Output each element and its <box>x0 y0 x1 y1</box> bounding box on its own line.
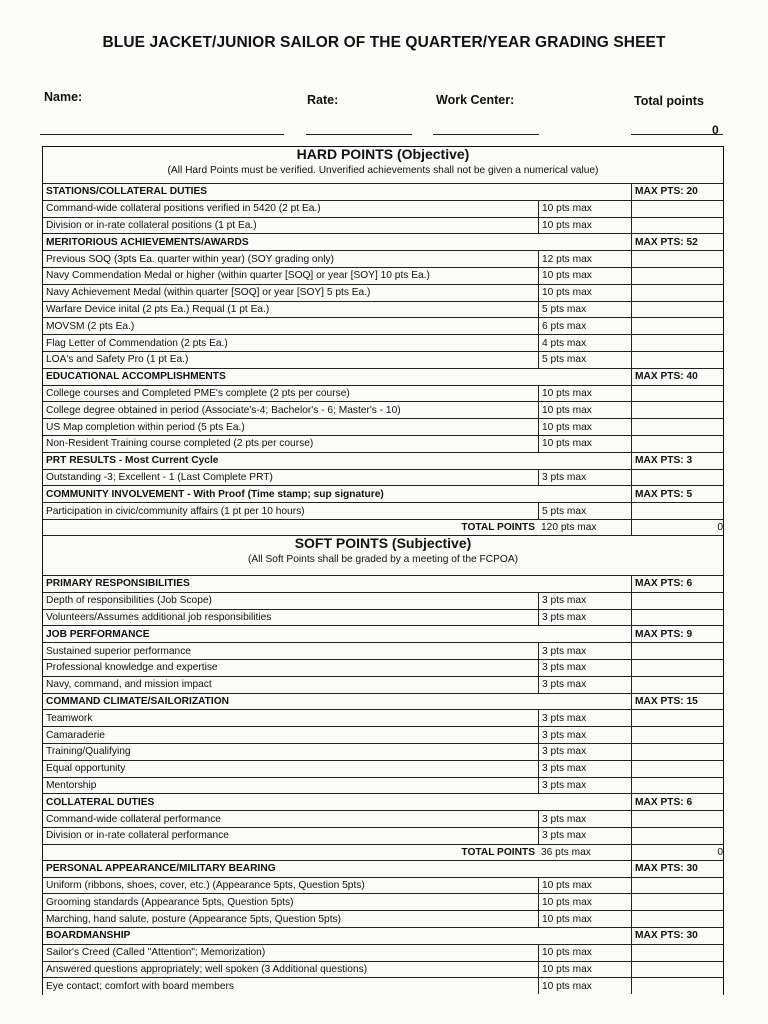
score-entry-cell[interactable] <box>631 643 726 659</box>
category-name: EDUCATIONAL ACCOMPLISHMENTS <box>46 371 226 383</box>
criteria-description: Navy Achievement Medal (within quarter [SOQ] or year [SOY] 5 pts Ea.) <box>46 287 371 299</box>
category-max-points: MAX PTS: 6 <box>631 794 725 810</box>
category-max-points: MAX PTS: 9 <box>631 626 725 642</box>
criteria-max-points: 3 pts max <box>538 677 631 693</box>
criteria-row <box>43 401 723 418</box>
criteria-max-points: 10 pts max <box>538 878 631 894</box>
criteria-row <box>43 944 723 961</box>
criteria-description: Uniform (ribbons, shoes, cover, etc.) (Appearance 5pts, Question 5pts) <box>46 879 365 891</box>
page-title: BLUE JACKET/JUNIOR SAILOR OF THE QUARTER/YEAR GRADING SHEET <box>102 34 666 51</box>
criteria-description: Navy Commendation Medal or higher (within quarter [SOQ] or year [SOY] 10 pts Ea.) <box>46 270 430 282</box>
criteria-max-points: 3 pts max <box>538 660 631 676</box>
category-row <box>43 625 723 642</box>
criteria-row <box>43 418 723 435</box>
total-points-field[interactable] <box>631 134 723 135</box>
score-entry-cell[interactable] <box>631 978 726 994</box>
criteria-description: Previous SOQ (3pts Ea. quarter within year) (SOY grading only) <box>46 253 335 265</box>
category-name: COMMAND CLIMATE/SAILORIZATION <box>46 695 229 707</box>
criteria-description: MOVSM (2 pts Ea.) <box>46 320 135 332</box>
work-center-field[interactable] <box>433 134 539 135</box>
criteria-max-points: 3 pts max <box>538 470 631 486</box>
criteria-max-points: 3 pts max <box>538 761 631 777</box>
category-row <box>43 368 723 385</box>
category-max-points: MAX PTS: 30 <box>631 928 725 944</box>
score-entry-cell[interactable] <box>631 285 726 301</box>
criteria-max-points: 10 pts max <box>538 962 631 978</box>
name-field[interactable] <box>40 134 284 135</box>
criteria-max-points: 10 pts max <box>538 402 631 418</box>
category-name: PERSONAL APPEARANCE/MILITARY BEARING <box>46 863 276 875</box>
criteria-row <box>43 317 723 334</box>
criteria-row <box>43 827 723 844</box>
category-row <box>43 575 723 592</box>
criteria-max-points: 5 pts max <box>538 352 631 368</box>
score-entry-cell[interactable] <box>631 318 726 334</box>
score-entry-cell[interactable] <box>631 593 726 609</box>
criteria-max-points: 10 pts max <box>538 978 631 994</box>
category-name: JOB PERFORMANCE <box>46 628 150 640</box>
score-entry-cell[interactable] <box>631 251 726 267</box>
criteria-max-points: 10 pts max <box>538 419 631 435</box>
criteria-max-points: 3 pts max <box>538 593 631 609</box>
score-entry-cell[interactable] <box>631 878 726 894</box>
criteria-description: Eye contact; comfort with board members <box>46 980 234 992</box>
score-entry-cell[interactable] <box>631 761 726 777</box>
category-max-points: MAX PTS: 20 <box>631 184 725 200</box>
criteria-description: Equal opportunity <box>46 763 126 775</box>
criteria-description: Marching, hand salute, posture (Appearance 5pts, Question 5pts) <box>46 913 342 925</box>
work-center-label: Work Center: <box>436 93 515 107</box>
score-entry-cell[interactable] <box>631 660 726 676</box>
soft-total-label: TOTAL POINTS <box>461 846 535 858</box>
criteria-row <box>43 250 723 267</box>
criteria-max-points: 3 pts max <box>538 710 631 726</box>
score-entry-cell[interactable] <box>631 811 726 827</box>
score-entry-cell[interactable] <box>631 710 726 726</box>
criteria-description: Sailor's Creed (Called "Attention"; Memorization) <box>46 947 266 959</box>
criteria-row <box>43 334 723 351</box>
criteria-description: College courses and Completed PME's complete (2 pts per course) <box>46 387 350 399</box>
criteria-max-points: 5 pts max <box>538 503 631 519</box>
category-row <box>43 485 723 502</box>
score-entry-cell[interactable] <box>631 610 726 626</box>
criteria-row <box>43 743 723 760</box>
score-entry-cell[interactable] <box>631 744 726 760</box>
criteria-description: LOA's and Safety Pro (1 pt Ea.) <box>46 354 189 366</box>
criteria-row <box>43 592 723 609</box>
criteria-max-points: 3 pts max <box>538 778 631 794</box>
criteria-description: Division or in-rate collateral performance <box>46 830 229 842</box>
soft-total-max: 36 pts max <box>541 846 591 858</box>
hard-points-note: (All Hard Points must be verified. Unverified achievements shall not be given a numerical value) <box>167 165 599 176</box>
criteria-description: Mentorship <box>46 779 97 791</box>
criteria-row <box>43 469 723 486</box>
criteria-row <box>43 893 723 910</box>
category-row <box>43 233 723 250</box>
hard-points-title: HARD POINTS (Objective) <box>296 146 470 162</box>
criteria-max-points: 10 pts max <box>538 201 631 217</box>
score-entry-cell[interactable] <box>631 828 726 844</box>
total-points-value: 0 <box>712 123 719 137</box>
grading-table <box>42 146 724 995</box>
score-entry-cell[interactable] <box>631 727 726 743</box>
criteria-row <box>43 726 723 743</box>
hard-total-label: TOTAL POINTS <box>461 522 535 533</box>
criteria-max-points: 10 pts max <box>538 436 631 452</box>
criteria-max-points: 10 pts max <box>538 218 631 234</box>
category-max-points: MAX PTS: 3 <box>631 453 725 469</box>
criteria-max-points: 3 pts max <box>538 727 631 743</box>
score-entry-cell[interactable] <box>631 894 726 910</box>
score-entry-cell[interactable] <box>631 268 726 284</box>
criteria-description: Division or in-rate collateral positions (1 pt Ea.) <box>46 219 257 231</box>
soft-points-note: (All Soft Points shall be graded by a meeting of the FCPOA) <box>247 554 519 565</box>
criteria-max-points: 6 pts max <box>538 318 631 334</box>
criteria-description: Command-wide collateral positions verified in 5420 (2 pt Ea.) <box>46 203 321 215</box>
criteria-description: Flag Letter of Commendation (2 pts Ea.) <box>46 337 228 349</box>
criteria-description: Outstanding -3; Excellent - 1 (Last Complete PRT) <box>46 471 273 483</box>
criteria-description: Grooming standards (Appearance 5pts, Question 5pts) <box>46 896 294 908</box>
hard-total-max: 120 pts max <box>541 522 597 533</box>
score-entry-cell[interactable] <box>631 778 726 794</box>
soft-total-value: 0 <box>631 845 725 860</box>
criteria-row <box>43 284 723 301</box>
score-entry-cell[interactable] <box>631 470 726 486</box>
category-row <box>43 693 723 710</box>
criteria-row <box>43 267 723 284</box>
hard-total-row <box>43 519 723 535</box>
category-name: COMMUNITY INVOLVEMENT - With Proof (Time stamp; sup signature) <box>46 488 384 500</box>
soft-points-title: SOFT POINTS (Subjective) <box>294 535 472 551</box>
criteria-row <box>43 709 723 726</box>
category-name: BOARDMANSHIP <box>46 930 131 942</box>
score-entry-cell[interactable] <box>631 302 726 318</box>
score-entry-cell[interactable] <box>631 419 726 435</box>
category-row <box>43 183 723 200</box>
criteria-description: Camaraderie <box>46 729 105 741</box>
criteria-description: College degree obtained in period (Associate's-4; Bachelor's - 6; Master's - 10) <box>46 404 401 416</box>
score-entry-cell[interactable] <box>631 402 726 418</box>
criteria-max-points: 3 pts max <box>538 643 631 659</box>
criteria-row <box>43 642 723 659</box>
criteria-row <box>43 351 723 368</box>
category-name: COLLATERAL DUTIES <box>46 796 155 808</box>
category-name: MERITORIOUS ACHIEVEMENTS/AWARDS <box>46 236 249 248</box>
criteria-description: Sustained superior performance <box>46 645 191 657</box>
criteria-max-points: 5 pts max <box>538 302 631 318</box>
criteria-row <box>43 502 723 519</box>
criteria-row <box>43 609 723 626</box>
soft-total-row <box>43 844 723 860</box>
criteria-row <box>43 877 723 894</box>
criteria-description: Warfare Device inital (2 pts Ea.) Requal (1 pt Ea.) <box>46 303 270 315</box>
criteria-description: Answered questions appropriately; well spoken (3 Additional questions) <box>46 963 368 975</box>
criteria-row <box>43 385 723 402</box>
category-name: STATIONS/COLLATERAL DUTIES <box>46 186 208 198</box>
score-entry-cell[interactable] <box>631 335 726 351</box>
criteria-max-points: 3 pts max <box>538 610 631 626</box>
score-entry-cell[interactable] <box>631 962 726 978</box>
score-entry-cell[interactable] <box>631 503 726 519</box>
criteria-description: US Map completion within period (5 pts Ea.) <box>46 421 245 433</box>
criteria-description: Participation in civic/community affairs (1 pt per 10 hours) <box>46 505 305 517</box>
criteria-max-points: 10 pts max <box>538 894 631 910</box>
category-name: PRT RESULTS - Most Current Cycle <box>46 455 219 467</box>
criteria-row <box>43 217 723 234</box>
criteria-description: Depth of responsibilities (Job Scope) <box>46 595 212 607</box>
category-max-points: MAX PTS: 5 <box>631 486 725 502</box>
criteria-row <box>43 760 723 777</box>
score-entry-cell[interactable] <box>631 911 726 927</box>
criteria-row <box>43 810 723 827</box>
criteria-row <box>43 301 723 318</box>
score-entry-cell[interactable] <box>631 386 726 402</box>
score-entry-cell[interactable] <box>631 677 726 693</box>
criteria-row <box>43 977 723 994</box>
criteria-description: Professional knowledge and expertise <box>46 662 218 674</box>
criteria-row <box>43 910 723 927</box>
score-entry-cell[interactable] <box>631 945 726 961</box>
rate-field[interactable] <box>306 134 412 135</box>
criteria-max-points: 3 pts max <box>538 744 631 760</box>
criteria-row <box>43 961 723 978</box>
criteria-description: Non-Resident Training course completed (2 pts per course) <box>46 438 314 450</box>
criteria-row <box>43 777 723 794</box>
soft-section-header <box>43 535 723 576</box>
criteria-row <box>43 435 723 452</box>
criteria-description: Volunteers/Assumes additional job responsibilities <box>46 611 272 623</box>
criteria-row <box>43 659 723 676</box>
category-max-points: MAX PTS: 52 <box>631 234 725 250</box>
category-max-points: MAX PTS: 15 <box>631 694 725 710</box>
criteria-max-points: 3 pts max <box>538 811 631 827</box>
criteria-max-points: 10 pts max <box>538 945 631 961</box>
score-entry-cell[interactable] <box>631 201 726 217</box>
criteria-description: Training/Qualifying <box>46 746 131 758</box>
hard-total-value: 0 <box>631 520 725 535</box>
category-name: PRIMARY RESPONSIBILITIES <box>46 578 190 590</box>
criteria-max-points: 10 pts max <box>538 268 631 284</box>
criteria-description: Teamwork <box>46 712 93 724</box>
score-entry-cell[interactable] <box>631 352 726 368</box>
criteria-max-points: 10 pts max <box>538 911 631 927</box>
category-max-points: MAX PTS: 40 <box>631 369 725 385</box>
name-label: Name: <box>44 90 83 104</box>
criteria-description: Command-wide collateral performance <box>46 813 221 825</box>
category-row <box>43 927 723 944</box>
criteria-row <box>43 676 723 693</box>
score-entry-cell[interactable] <box>631 436 726 452</box>
criteria-row <box>43 200 723 217</box>
category-row <box>43 452 723 469</box>
rate-label: Rate: <box>307 93 339 107</box>
category-max-points: MAX PTS: 30 <box>631 861 725 877</box>
total-points-label: Total points <box>634 94 704 108</box>
category-max-points: MAX PTS: 6 <box>631 576 725 592</box>
category-row <box>43 860 723 877</box>
criteria-max-points: 12 pts max <box>538 251 631 267</box>
criteria-max-points: 4 pts max <box>538 335 631 351</box>
hard-section-header <box>43 147 723 183</box>
criteria-max-points: 10 pts max <box>538 285 631 301</box>
criteria-description: Navy, command, and mission impact <box>46 679 212 691</box>
criteria-max-points: 10 pts max <box>538 386 631 402</box>
score-entry-cell[interactable] <box>631 218 726 234</box>
category-row <box>43 793 723 810</box>
criteria-max-points: 3 pts max <box>538 828 631 844</box>
